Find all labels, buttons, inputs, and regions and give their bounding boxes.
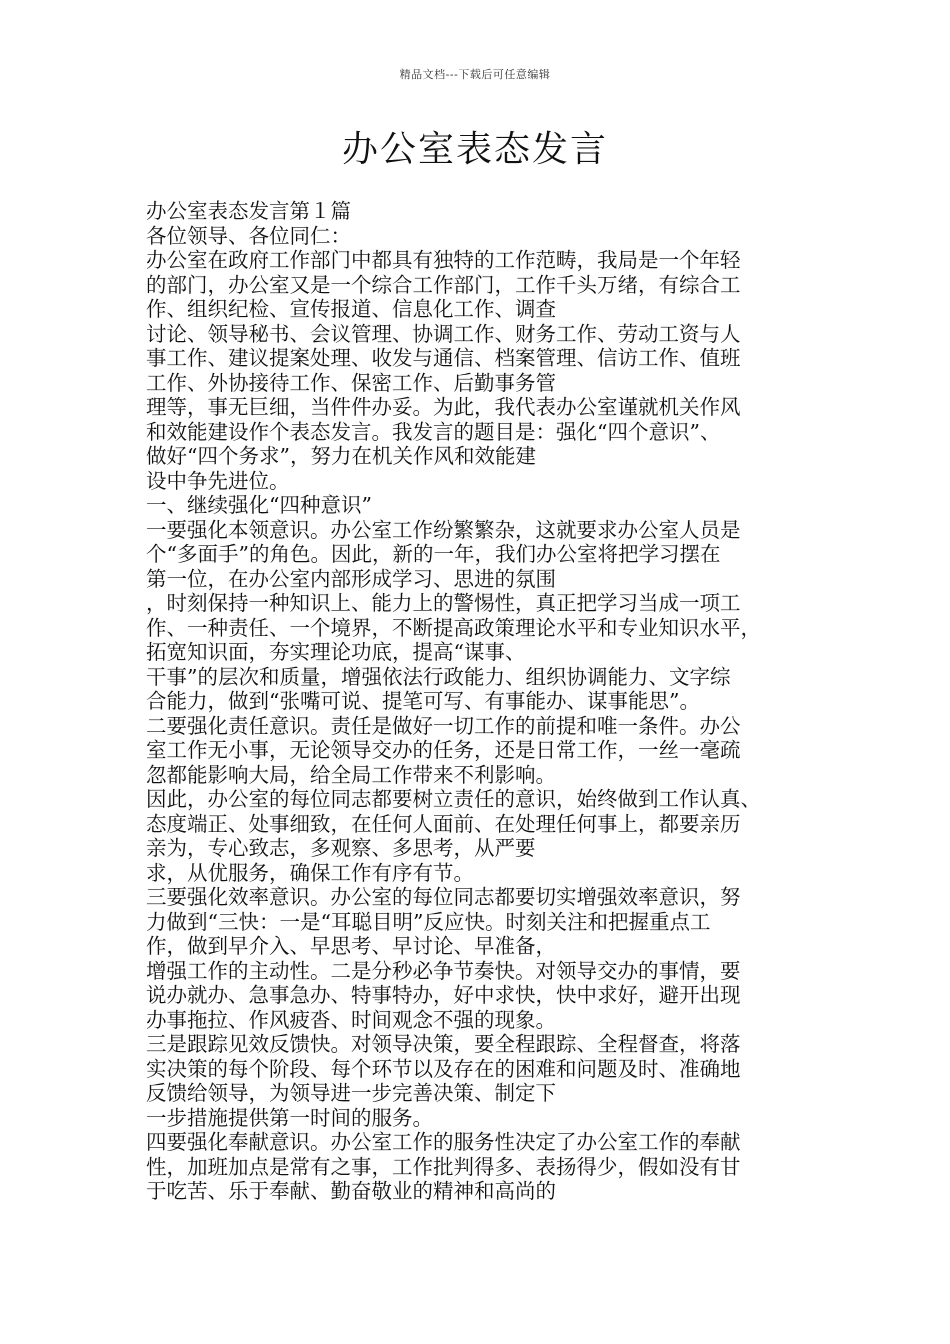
text-line: 因此，办公室的每位同志都要树立责任的意识，始终做到工作认真、 <box>146 787 761 811</box>
text-line: 忽都能影响大局，给全局工作带来不利影响。 <box>146 762 556 787</box>
text-line: 干事”的层次和质量，增强依法行政能力、组织协调能力、文字综 <box>146 664 731 689</box>
text-line: 一、继续强化“四种意识” <box>146 493 372 517</box>
text-line: 求，从优服务，确保工作有序有节。 <box>146 860 474 885</box>
text-line: 和效能建设作个表态发言。我发言的题目是：强化“四个意识”、 <box>146 419 721 444</box>
text-line: 办公室在政府工作部门中都具有独特的工作范畴，我局是一个年轻 <box>146 248 741 272</box>
text-line: 一要强化本领意识。办公室工作纷繁繁杂，这就要求办公室人员是 <box>146 517 741 542</box>
text-line: 力做到“三快：一是“耳聪目明”反应快。时刻关注和把握重点工 <box>146 909 711 934</box>
text-line: 作、组织纪检、宣传报道、信息化工作、调查 <box>146 297 556 321</box>
text-line: 反馈给领导，为领导进一步完善决策、制定下 <box>146 1081 556 1105</box>
text-line: 说办就办、急事急办、特事特办，好中求快，快中求好，避开出现 <box>146 983 741 1007</box>
text-line: 合能力，做到“张嘴可说、提笔可写、有事能办、谋事能思”。 <box>146 689 700 713</box>
text-line: 于吃苦、乐于奉献、勤奋敬业的精神和高尚的 <box>146 1179 556 1203</box>
text-line: 二要强化责任意识。责任是做好一切工作的前提和唯一条件。办公 <box>146 713 741 738</box>
text-line: 三要强化效率意识。办公室的每位同志都要切实增强效率意识，努 <box>146 885 741 909</box>
text-line: 一步措施提供第一时间的服务。 <box>146 1105 433 1130</box>
text-line: 态度端正、处事细致，在任何人面前、在处理任何事上，都要亲历 <box>146 811 741 836</box>
text-line: 室工作无小事，无论领导交办的任务，还是日常工作，一丝一毫疏 <box>146 738 741 762</box>
document-title: 办公室表态发言 <box>341 129 608 170</box>
text-line: 工作、外协接待工作、保密工作、后勤事务管 <box>146 370 556 395</box>
text-line: 增强工作的主动性。二是分秒必争节奏快。对领导交办的事情，要 <box>146 958 741 983</box>
text-line: 设中争先进位。 <box>146 468 290 493</box>
text-line: ，时刻保持一种知识上、能力上的警惕性，真正把学习当成一项工 <box>146 591 741 615</box>
text-line: 作、一种责任、一个境界，不断提高政策理论水平和专业知识水平， <box>146 615 761 640</box>
text-line: 办事拖拉、作风疲沓、时间观念不强的现象。 <box>146 1007 556 1032</box>
text-line: 的部门，办公室又是一个综合工作部门，工作千头万绪，有综合工 <box>146 272 741 297</box>
text-line: 各位领导、各位同仁： <box>146 223 351 248</box>
text-line: 做好“四个务求”，努力在机关作风和效能建 <box>146 444 536 468</box>
text-line: 拓宽知识面，夯实理论功底，提高“谋事、 <box>146 640 526 664</box>
text-line: 办公室表态发言第１篇 <box>146 199 351 223</box>
header-note: 精品文档---下载后可任意编辑 <box>399 68 551 81</box>
text-line: 三是跟踪见效反馈快。对领导决策，要全程跟踪、全程督查，将落 <box>146 1032 741 1056</box>
text-line: 事工作、建议提案处理、收发与通信、档案管理、信访工作、值班 <box>146 346 741 370</box>
text-line: 性，加班加点是常有之事，工作批判得多、表扬得少，假如没有甘 <box>146 1154 741 1179</box>
text-line: 第一位，在办公室内部形成学习、思进的氛围 <box>146 566 556 591</box>
text-line: 理等，事无巨细，当件件办妥。为此，我代表办公室谨就机关作风 <box>146 395 741 419</box>
text-line: 亲为，专心致志，多观察、多思考，从严要 <box>146 836 536 860</box>
text-line: 作，做到早介入、早思考、早讨论、早准备， <box>146 934 556 958</box>
text-line: 讨论、领导秘书、会议管理、协调工作、财务工作、劳动工资与人 <box>146 321 741 346</box>
text-line: 个“多面手”的角色。因此，新的一年，我们办公室将把学习摆在 <box>146 542 721 566</box>
document-body <box>146 199 822 1204</box>
text-line: 四要强化奉献意识。办公室工作的服务性决定了办公室工作的奉献 <box>146 1130 741 1154</box>
text-line: 实决策的每个阶段、每个环节以及存在的困难和问题及时、准确地 <box>146 1056 741 1081</box>
